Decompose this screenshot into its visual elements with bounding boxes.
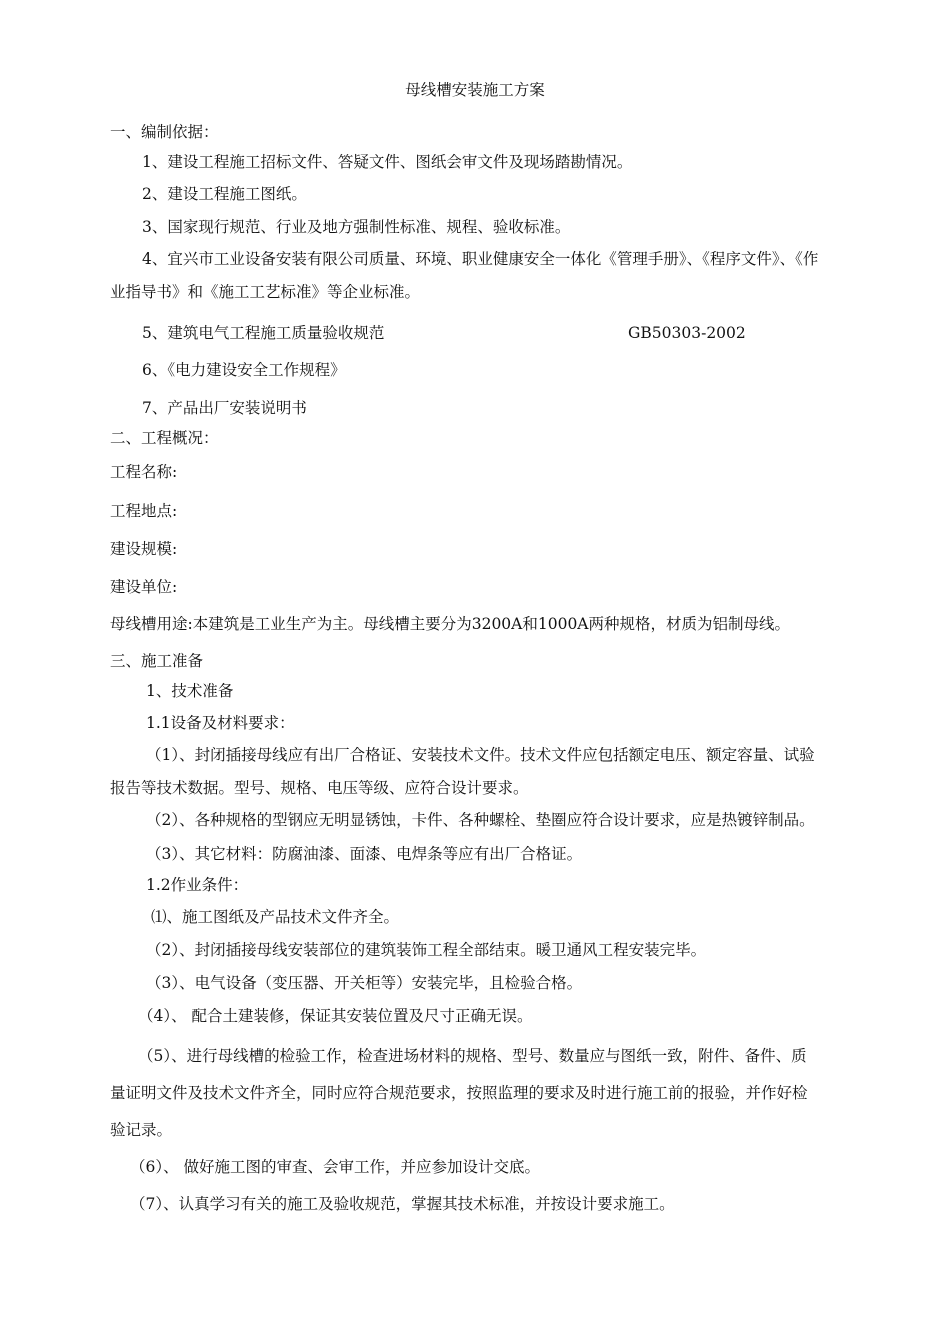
condition-item-7: （7）、认真学习有关的施工及验收规范，掌握其技术标准，并按设计要求施工。 [130,1195,675,1213]
section-heading-basis: 一、编制依据： [110,123,219,141]
basis-item-7: 7、产品出厂安装说明书 [142,399,307,417]
basis-item-5-text: 5、建筑电气工程施工质量验收规范 [142,324,385,342]
condition-item-5-line-3: 验记录。 [110,1121,173,1139]
basis-item-4-line-2: 业指导书》和《施工工艺标准》等企业标准。 [110,283,421,301]
basis-item-4-line-1: 4、宜兴市工业设备安装有限公司质量、环境、职业健康安全一体化《管理手册》、《程序文件》、《作 [142,250,819,268]
condition-item-3: （3）、电气设备（变压器、开关柜等）安装完毕，且检验合格。 [146,974,583,992]
basis-item-1: 1、建设工程施工招标文件、答疑文件、图纸会审文件及现场踏勘情况。 [142,153,633,171]
construction-unit-label: 建设单位: [110,578,178,596]
basis-item-5 [142,323,746,343]
subsection-1-2-heading: 1.2作业条件： [146,876,249,894]
material-item-1-line-1: （1）、封闭插接母线应有出厂合格证、安装技术文件。技术文件应包括额定电压、额定容量、试验 [146,746,815,764]
section-heading-preparation: 三、施工准备 [110,652,204,670]
condition-item-1: ⑴、施工图纸及产品技术文件齐全。 [151,908,400,926]
condition-item-5-line-2: 量证明文件及技术文件齐全，同时应符合规范要求，按照监理的要求及时进行施工前的报验，并作好检 [110,1084,808,1102]
condition-item-5-line-1: （5）、进行母线槽的检验工作，检查进场材料的规格、型号、数量应与图纸一致，附件、备件、质 [138,1047,807,1065]
document-title: 母线槽安装施工方案 [405,81,545,99]
busway-usage-text: 母线槽用途:本建筑是工业生产为主。母线槽主要分为3200A和1000A两种规格，材质为铝制母线。 [110,615,791,633]
project-location-label: 工程地点: [110,502,178,520]
project-name-label: 工程名称: [110,463,178,481]
material-item-1-line-2: 报告等技术数据。型号、规格、电压等级、应符合设计要求。 [110,779,529,797]
project-scale-label: 建设规模: [110,540,178,558]
subsection-1-1-heading: 1.1设备及材料要求： [146,714,295,732]
material-item-2: （2）、各种规格的型钢应无明显锈蚀，卡件、各种螺栓、垫圈应符合设计要求，应是热镀锌制品。 [146,811,815,829]
condition-item-6: （6）、 做好施工图的审查、会审工作，并应参加设计交底。 [130,1158,541,1176]
section-heading-overview: 二、工程概况： [110,429,219,447]
basis-item-5-code: GB50303-2002 [628,324,746,342]
basis-item-3: 3、国家现行规范、行业及地方强制性标准、规程、验收标准。 [142,218,571,236]
technical-preparation-heading: 1、技术准备 [146,682,234,700]
basis-item-6: 6、《电力建设安全工作规程》 [142,361,346,379]
basis-item-2: 2、建设工程施工图纸。 [142,185,307,203]
condition-item-4: （4）、 配合土建装修，保证其安装位置及尺寸正确无误。 [138,1007,533,1025]
material-item-3: （3）、其它材料：防腐油漆、面漆、电焊条等应有出厂合格证。 [146,845,583,863]
condition-item-2: （2）、封闭插接母线安装部位的建筑装饰工程全部结束。暖卫通风工程安装完毕。 [146,941,707,959]
